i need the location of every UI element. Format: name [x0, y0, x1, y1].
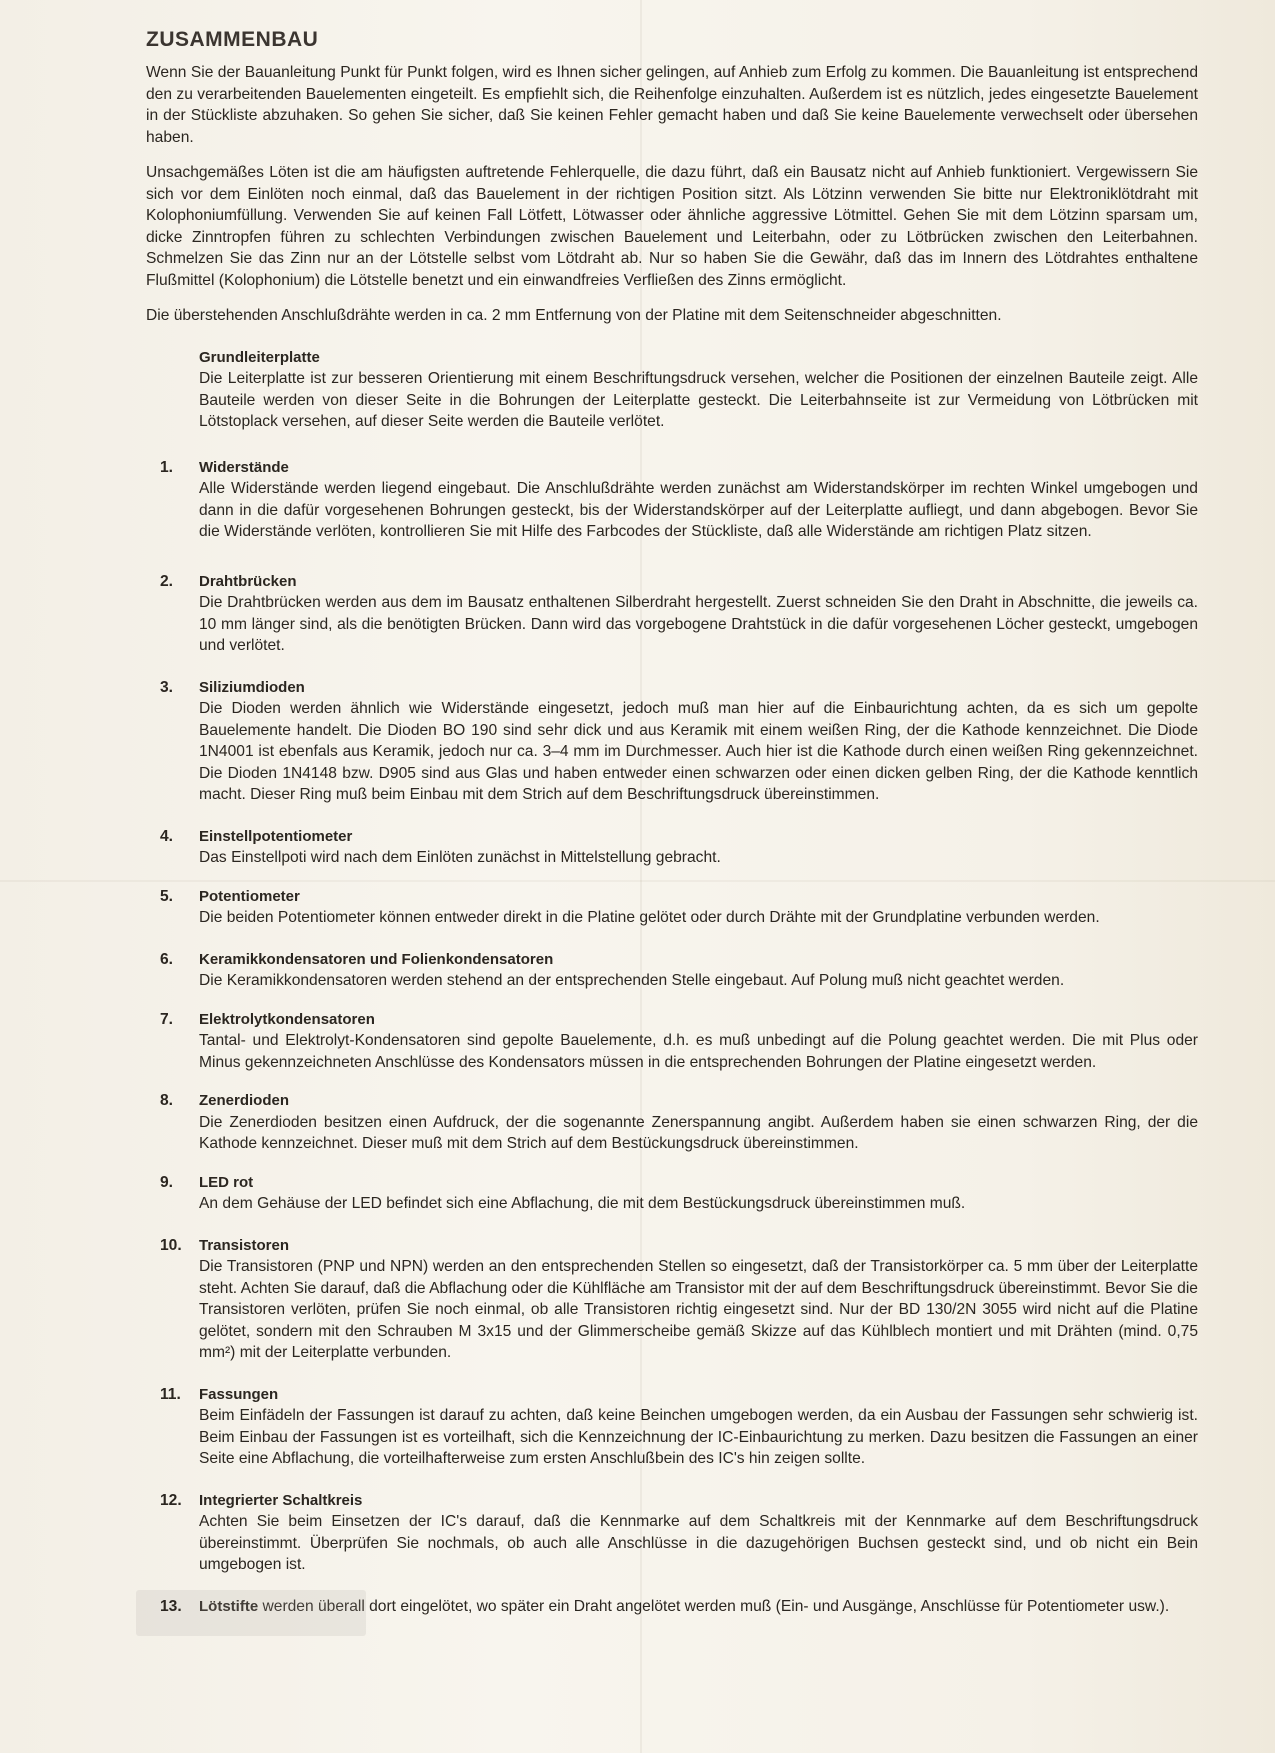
intro-paragraph: Wenn Sie der Bauanleitung Punkt für Punkt folgen, wird es Ihnen sicher gelingen, auf Anhieb zum Erfolg zu kommen. Die Bauanleitung ist entsprechend den zu verarbeitenden Bauelementen eingeteilt. Es empfiehlt sich, die Reihenfolge einzuhalten. Außerdem ist es nützlich, jedes eingesetzte Bauelement in der Stückliste abzuhaken. So gehen Sie sicher, daß Sie keinen Fehler gemacht haben und daß Sie keine Bauelemente verwechselt oder übersehen haben.: [146, 64, 1198, 146]
step-title: Potentiometer: [199, 887, 300, 905]
step-number: 12.: [160, 1491, 182, 1509]
step-body: Alle Widerstände werden liegend eingebaut. Die Anschlußdrähte werden zunächst am Widerstandskörper im rechten Winkel umgebogen und dann in die dafür vorgesehenen Bohrungen gesteckt, bis der Widerstandskörper auf der Leiterplatte aufliegt, und dann abgebogen. Bevor Sie die Widerstände verlöten, kontrollieren Sie mit Hilfe des Farbcodes der Stückliste, daß alle Widerstände am richtigen Platz sitzen.: [199, 480, 1198, 540]
step-item: [146, 677, 1198, 806]
step-item: [146, 571, 1198, 657]
step-number: 4.: [160, 827, 174, 845]
document-title: ZUSAMMENBAU: [146, 28, 319, 51]
step-title: Elektrolytkondensatoren: [199, 1010, 375, 1028]
step-body: Die Dioden werden ähnlich wie Widerstände eingesetzt, jedoch muß man hier auf die Einbaurichtung achten, da es sich um gepolte Bauelemente handelt. Die Dioden BO 190 sind sehr dick und aus Keramik mit einem weißen Ring, der die Kathode kennzeichnet. Die Diode 1N4001 ist ebenfals aus Keramik, jedoch nur ca. 3–4 mm im Durchmesser. Auch hier ist die Kathode durch einen weißen Ring gekennzeichnet. Die Dioden 1N4148 bzw. D905 sind aus Glas und haben entweder einen schwarzen oder einen dicken gelben Ring, der die Kathode kenntlich macht. Dieser Ring muß beim Einbau mit dem Strich auf dem Beschriftungsdruck übereinstimmen.: [199, 700, 1198, 803]
step-body: Das Einstellpoti wird nach dem Einlöten zunächst in Mittelstellung gebracht.: [199, 849, 721, 866]
step-item: [146, 457, 1198, 543]
document-content: [146, 28, 1198, 1634]
step-number: 8.: [160, 1092, 174, 1109]
step-item: [146, 826, 1198, 869]
step-body: Achten Sie beim Einsetzen der IC's darauf, daß die Kennmarke auf dem Schaltkreis mit der Kennmarke auf dem Beschriftungsdruck übereinstimmt. Überprüfen Sie nochmals, ob auch alle Anschlüsse in die dazugehörigen Buchsen gesteckt sind, und ob nicht ein Bein umgebogen ist.: [199, 1513, 1198, 1573]
step-number: 6.: [160, 950, 174, 968]
step-body: An dem Gehäuse der LED befindet sich eine Abflachung, die mit dem Bestückungsdruck übereinstimmen muß.: [199, 1195, 966, 1212]
step-body: Die Keramikkondensatoren werden stehend an der entsprechenden Stelle eingebaut. Auf Polung muß nicht geachtet werden.: [199, 972, 1065, 989]
step-item: [146, 1090, 1198, 1155]
step-item: [146, 1384, 1198, 1470]
step-number: 3.: [160, 678, 174, 696]
step-title: Zenerdioden: [199, 1092, 290, 1109]
step-item: [146, 1490, 1198, 1576]
step-number: 2.: [160, 572, 174, 590]
intro-paragraph: Die überstehenden Anschlußdrähte werden in ca. 2 mm Entfernung von der Platine mit dem Seitenschneider abgeschnitten.: [146, 307, 1002, 324]
step-title: Fassungen: [199, 1385, 279, 1403]
step-number: 10.: [160, 1236, 182, 1254]
step-number: 13.: [160, 1597, 182, 1615]
step-number: 5.: [160, 887, 174, 905]
step-title: Transistoren: [199, 1236, 290, 1254]
step-body: werden überall dort eingelötet, wo später ein Draht angelötet werden muß (Ein- und Ausgänge, Anschlüsse für Potentiometer usw.).: [258, 1597, 1170, 1615]
intro-paragraph: Unsachgemäßes Löten ist die am häufigsten auftretende Fehlerquelle, die dazu führt, daß ein Bausatz nicht auf Anhieb funktioniert. Vergewissern Sie sich vor dem Einlöten noch einmal, daß das Bauelement in der richtigen Position sitzt. Als Lötzinn verwenden Sie bitte nur Elektroniklötdraht mit Kolophoniumfüllung. Verwenden Sie auf keinen Fall Lötfett, Lötwasser oder ähnliche aggressive Lötmittel. Gehen Sie mit dem Lötzinn sparsam um, dicke Zinntropfen führen zu schlechten Verbindungen zwischen Bauelement und Leiterbahn, oder zu Lötbrücken zwischen den Leiterbahnen. Schmelzen Sie das Zinn nur an der Lötstelle selbst vom Lötdraht ab. Nur so haben Sie die Gewähr, daß das im Innern des Lötdrahtes enthaltene Flußmittel (Kolophonium) die Lötstelle benetzt und ein einwandfreies Verfließen des Zinns ermöglicht.: [146, 164, 1198, 289]
step-number: 11.: [160, 1385, 181, 1403]
step-title: Einstellpotentiometer: [199, 827, 353, 845]
step-title: Widerstände: [199, 458, 289, 476]
step-body: Die Drahtbrücken werden aus dem im Bausatz enthaltenen Silberdraht hergestellt. Zuerst schneiden Sie den Draht in Abschnitte, die jeweils ca. 10 mm länger sind, als die benötigten Brücken. Dann wird das vorgebogene Drahtstück in die dafür vorgesehenen Löcher gesteckt, umgebogen und verlötet.: [199, 594, 1198, 654]
step-item: [146, 1009, 1198, 1074]
step-title: LED rot: [199, 1173, 254, 1191]
step-title: Keramikkondensatoren und Folienkondensatoren: [199, 950, 554, 968]
step-body: Beim Einfädeln der Fassungen ist darauf zu achten, daß keine Beinchen umgebogen werden, da ein Ausbau der Fassungen sehr schwierig ist. Beim Einbau der Fassungen ist es vorteilhaft, sich die Kennzeichnung der IC-Einbaurichtung zu merken. Dazu besitzen die Fassungen an einer Seite eine Abflachung, die vorteilhafterweise zum ersten Anschlußbein des IC's hin zeigen sollte.: [199, 1407, 1198, 1467]
step-title: Integrierter Schaltkreis: [199, 1491, 363, 1509]
step-body: Die Zenerdioden besitzen einen Aufdruck, der die sogenannte Zenerspannung angibt. Außerdem haben sie einen schwarzen Ring, der die Kathode kennzeichnet. Dieser muß mit dem Strich auf dem Bestückungsdruck übereinstimmen.: [199, 1113, 1198, 1152]
section-body: Die Leiterplatte ist zur besseren Orientierung mit einem Beschriftungsdruck versehen, welcher die Positionen der einzelnen Bauteile zeigt. Alle Bauteile werden von dieser Seite in die Bohrungen der Leiterplatte gesteckt. Die Leiterbahnseite ist zur Vermeidung von Lötbrücken mit Lötstoplack versehen, auf dieser Seite werden die Bauteile verlötet.: [199, 370, 1198, 430]
section-title: Grundleiterplatte: [199, 348, 320, 366]
step-title: Lötstifte: [199, 1597, 259, 1615]
step-title: Drahtbrücken: [199, 572, 297, 590]
step-number: 9.: [160, 1173, 174, 1191]
step-item: [146, 1596, 1198, 1618]
step-item: [146, 886, 1198, 929]
step-item: [146, 1172, 1198, 1215]
section-grundleiterplatte: [146, 347, 1198, 433]
step-body: Die beiden Potentiometer können entweder direkt in die Platine gelötet oder durch Drähte mit der Grundplatine verbunden werden.: [199, 909, 1100, 926]
step-number: 1.: [160, 458, 174, 476]
step-item: [146, 1235, 1198, 1364]
step-title: Siliziumdioden: [199, 678, 305, 696]
step-body: Tantal- und Elektrolyt-Kondensatoren sind gepolte Bauelemente, d.h. es muß unbedingt auf die Polung geachtet werden. Die mit Plus oder Minus gekennzeichneten Anschlüsse des Kondensators müssen in die entsprechenden Bohrungen der Platine eingesetzt werden.: [199, 1032, 1198, 1071]
step-item: [146, 949, 1198, 992]
step-body: Die Transistoren (PNP und NPN) werden an den entsprechenden Stellen so eingesetzt, daß der Transistorkörper ca. 5 mm über der Leiterplatte steht. Achten Sie darauf, daß die Abflachung oder die Kühlfläche am Transistor mit der auf dem Beschriftungsdruck übereinstimmt. Bevor Sie die Transistoren verlöten, prüfen Sie noch einmal, ob alle Transistoren richtig eingesetzt sind. Nur der BD 130/2N 3055 wird nicht auf die Platine gelötet, sondern mit den Schrauben M 3x15 und der Glimmerscheibe gemäß Skizze auf das Kühlblech montiert und mit Drähten (mind. 0,75 mm²) mit der Leiterplatte verbunden.: [199, 1258, 1198, 1361]
step-number: 7.: [160, 1010, 174, 1028]
